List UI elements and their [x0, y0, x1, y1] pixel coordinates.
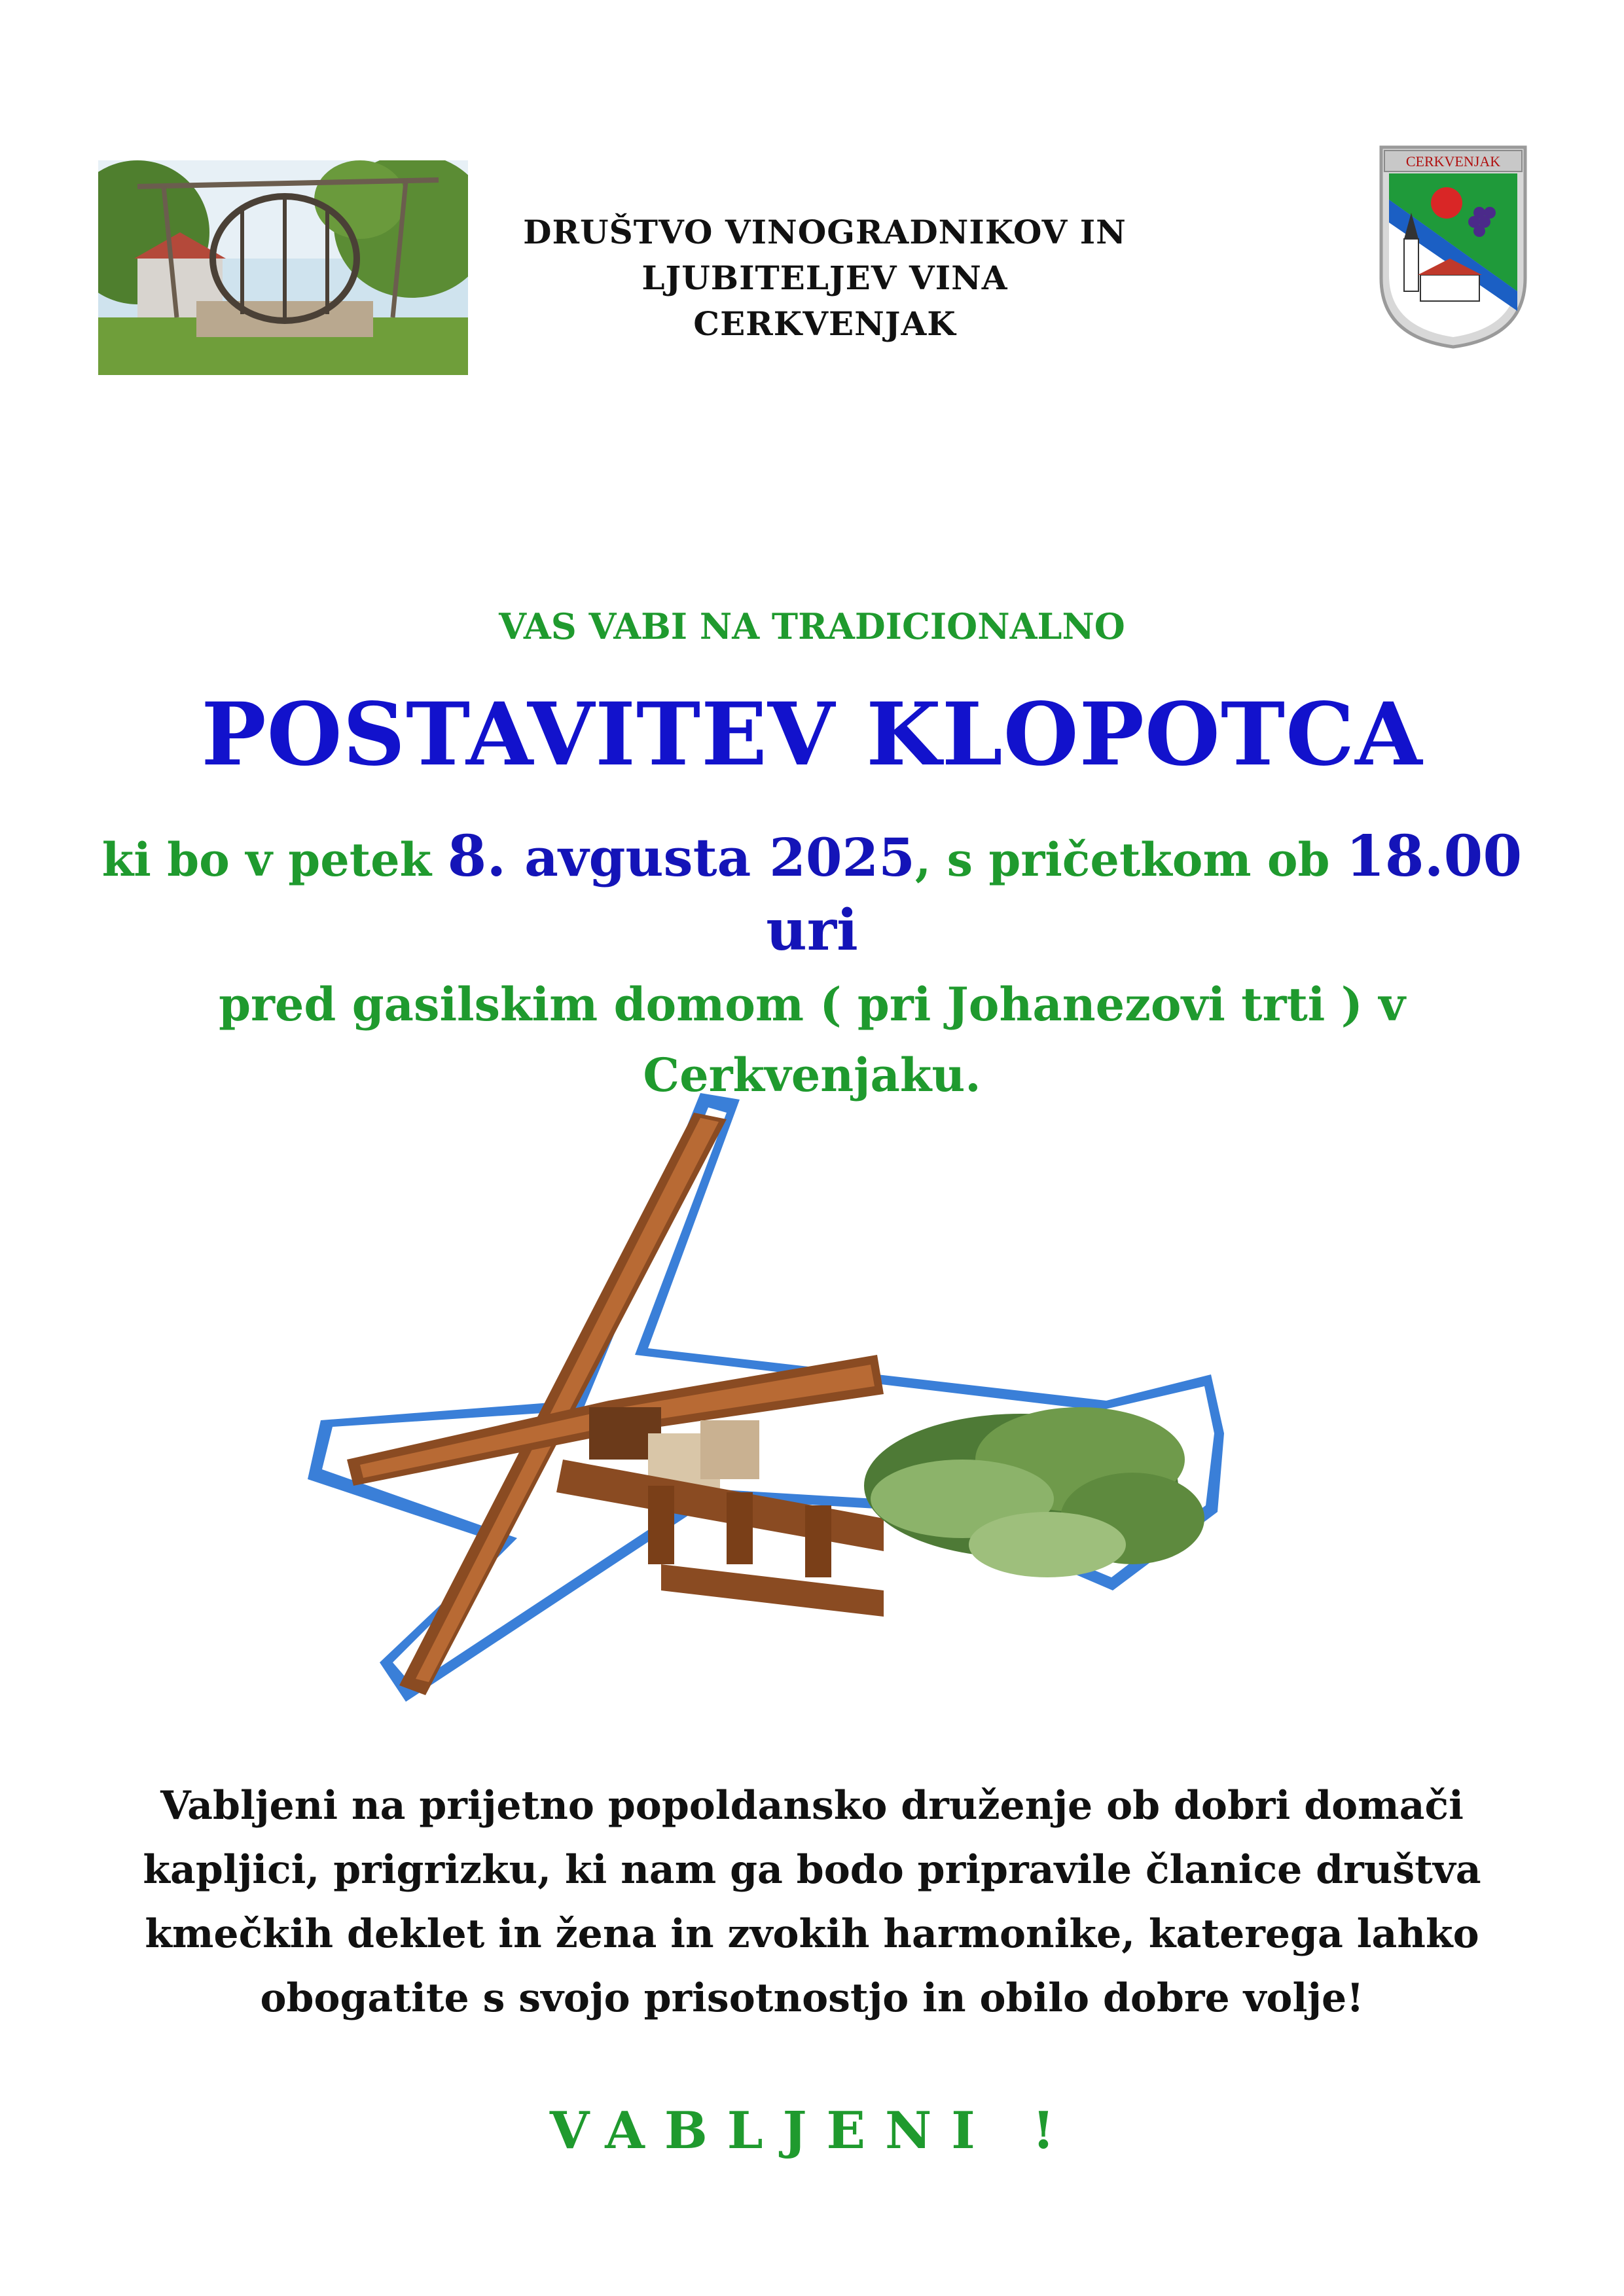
event-date-day: 8. [447, 823, 507, 889]
org-line-2: LJUBITELJEV VINA [641, 259, 1008, 297]
crest-text: CERKVENJAK [1405, 153, 1501, 170]
closing-welcome: VABLJENI ! [549, 2101, 1075, 2161]
klopotec-illustration [308, 1093, 1257, 1715]
event-title: POSTAVITEV KLOPOTCA [201, 684, 1423, 785]
event-start-time: 18.00 uri [766, 823, 1523, 963]
invitation-intro: VAS VABI NA TRADICIONALNO [499, 605, 1125, 647]
crest-logo [1375, 141, 1532, 350]
organization-name [497, 209, 1152, 347]
org-line-1: DRUŠTVO VINOGRADNIKOV IN [523, 213, 1127, 251]
event-date-prefix: ki bo v petek [101, 833, 448, 887]
event-date-month: avgusta 2025 [506, 827, 915, 888]
body-line-2: kapljici, prigrizku, ki nam ga bodo pripravile članice društva [143, 1847, 1481, 1893]
org-line-3: CERKVENJAK [693, 304, 956, 343]
event-location-place: Cerkvenjaku. [643, 1048, 981, 1102]
body-line-3: kmečkih deklet in žena in zvokih harmonike, katerega lahko [145, 1911, 1479, 1957]
event-details [65, 821, 1559, 1111]
header-photo [98, 160, 468, 375]
body-line-1: Vabljeni na prijetno popoldansko druženje ob dobri domači [160, 1783, 1464, 1829]
event-location-line: pred gasilskim domom ( pri Johanezovi trti ) v [219, 977, 1405, 1031]
body-line-4: obogatite s svojo prisotnostjo in obilo dobre volje! [260, 1975, 1364, 2021]
event-date-line [65, 821, 1559, 969]
event-start-prefix: , s pričetkom ob [914, 833, 1346, 887]
invitation-body [98, 1774, 1526, 2030]
